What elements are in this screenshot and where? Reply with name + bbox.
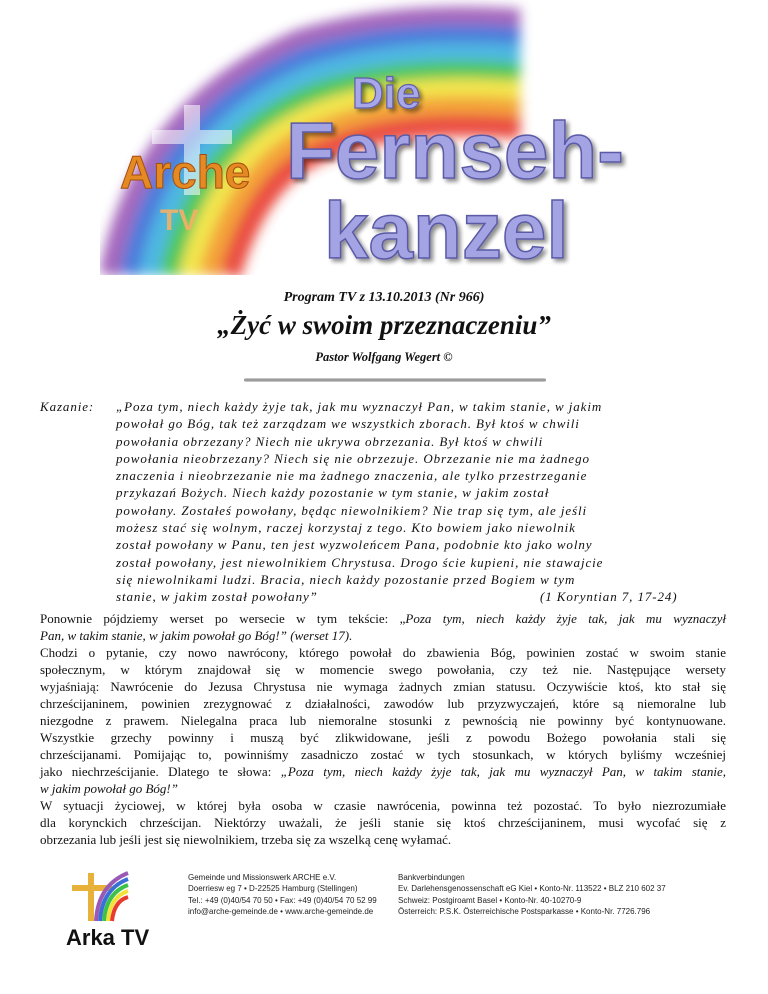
quote-line: powołał go Bóg, tak też zarządzam we wszystkich zborach. Był ktoś w chwili (116, 416, 580, 432)
footer-line: Doerriesw eg 7 • D-22525 Hamburg (Stellingen) (188, 884, 358, 894)
paragraph-1 (40, 610, 726, 644)
body-line: chrześcijanami. Pomijając to, powinniśmy zasadniczo zostać w tych stosunkach, w których byliśmy wcześniej (40, 747, 726, 762)
banner-die-fernsehkanzel (100, 0, 720, 275)
fernseh-wordmark: Fernseh- (286, 106, 624, 195)
body-line: niezgodne z prawem. Nielegalna praca lub niemoralne stosunki z pewnością nie powinny być kontynuowane. (40, 713, 726, 728)
quote-line: „Poza tym, niech każdy żyje tak, jak mu wyznaczył Pan, w takim stanie, w jakim (116, 399, 603, 414)
divider (244, 378, 546, 382)
program-line: Program TV z 13.10.2013 (Nr 966) (283, 290, 485, 305)
rainbow-cross-icon (68, 865, 158, 925)
body-line: chrześcijaninem, powinien zrezygnować z działalności, zawodów lub przyzwyczajeń, które są niemoralne lub (40, 696, 726, 711)
body-line: wyjaśniają: Nawrócenie do Jezusa Chrystusa nie wymaga żadnych zmian statusu. Oczywiście ktoś, kto stał się (40, 679, 726, 694)
author-line: Pastor Wolfgang Wegert © (315, 350, 453, 364)
paragraph-3 (40, 797, 726, 848)
body-line (40, 763, 726, 780)
kanzel-wordmark: kanzel (324, 186, 569, 275)
footer-line: Gemeinde und Missionswerk ARCHE e.V. (188, 873, 337, 882)
quote-line: powołania obrzezany? Niech nie ukrywa obrzezania. Był ktoś w chwili (116, 433, 544, 449)
footer-line: Ev. Darlehensgenossenschaft eG Kiel • Konto-Nr. 113522 • BLZ 210 602 37 (398, 884, 666, 894)
footer-line: Bankverbindungen (398, 873, 465, 882)
footer-line: info@arche-gemeinde.de • www.arche-gemeinde.de (188, 907, 374, 917)
body-line: Wszystkie grzechy powinny i muszą być zlikwidowane, jeśli z powodu Bożego powołania stali się (40, 730, 726, 745)
body-text-quote: „Poza tym, niech każdy żyje tak, jak mu wyznaczył Pan, w takim stanie, (280, 764, 726, 779)
footer-line: Österreich: P.S.K. Österreichische Postsparkasse • Konto-Nr. 7726.796 (398, 907, 651, 917)
footer-line: Schweiz: Postgiroamt Basel • Konto-Nr. 40-10270-9 (398, 895, 582, 905)
body-line: dla korynckich chrześcijan. Niektórzy uważali, że jeśli stanie się ktoś chrześcijaninem, musi wycofać się z (40, 815, 726, 830)
body-text (40, 610, 726, 848)
body-line: Pan, w takim stanie, w jakim powołał go Bóg!” (werset 17). (40, 628, 353, 643)
quote-line: został powołany w Panu, ten jest wyzwoleńcem Pana, podobnie kto jako wolny (116, 537, 593, 553)
body-line: obrzezania lub jeśli jest się niewolnikiem, trzeba się za wszelką cenę wyłamać. (40, 832, 452, 847)
tv-wordmark: TV (160, 204, 199, 237)
quote-line: powołania nieobrzezany? Niech się nie obrzezuje. Obrzezanie nie ma żadnego (116, 450, 590, 466)
quote-line: przykazań Bożych. Niech każdy pozostanie w tym stanie, w jakim został (116, 485, 550, 501)
footer-address (188, 872, 377, 918)
sermon-quote (40, 398, 730, 606)
quote-line: powołany. Zostałeś powołany, będąc niewolnikiem? Nie trap się tym, ale jeśli (116, 502, 587, 518)
die-wordmark: Die (352, 69, 421, 118)
bible-reference: (1 Koryntian 7, 17-24) (540, 589, 678, 605)
quote-line: znaczenia i nieobrzezanie nie ma żadnego znaczenia, ale tylko przestrzeganie (116, 468, 588, 484)
footer-line: Tel.: +49 (0)40/54 70 50 • Fax: +49 (0)40/54 70 52 99 (188, 895, 377, 905)
body-text-plain: jako niechrześcijanie. Dlatego te słowa: (40, 764, 281, 779)
body-line: Chodzi o pytanie, czy nowo nawrócony, którego powołał do zbawienia Bóg, powinien zostać w swoim stanie (40, 645, 726, 660)
arche-wordmark: Arche (120, 146, 251, 198)
paragraph-2 (40, 644, 726, 797)
body-line (40, 610, 726, 627)
quote-line: został powołany, jest niewolnikiem Chrystusa. Drogo ście kupieni, nie stawajcie (116, 554, 604, 570)
banner-graphic (100, 0, 720, 275)
footer-bank-details (398, 872, 666, 918)
quote-line-text: stanie, w jakim został powołany” (116, 589, 318, 605)
quote-label: Kazanie: (40, 399, 95, 414)
body-text-plain: Ponownie pójdziemy werset po wersecie w tym tekście: „ (40, 611, 406, 626)
quote-line: możesz stać się wolnym, raczej korzystaj z tego. Kto bowiem jako niewolnik (116, 520, 576, 536)
arka-tv-wordmark: Arka TV (66, 925, 150, 950)
body-text-quote: Poza tym, niech każdy żyje tak, jak mu wyznaczył (405, 611, 726, 626)
sermon-title: „Żyć w swoim przeznaczeniu” (217, 310, 551, 340)
body-line: społecznym, w którym znajdował się w momencie swego powołania, czy też nie. Następujące wersety (40, 662, 726, 677)
quote-line-last (40, 588, 730, 605)
body-line: w jakim powołał go Bóg!” (40, 781, 178, 796)
body-line: W sytuacji życiowej, w której była osoba w czasie nawrócenia, powinna też pozostać. To było niezrozumiałe (40, 798, 726, 813)
quote-line: się niewolnikami ludzi. Bracia, niech każdy pozostanie przed Bogiem w tym (116, 571, 576, 587)
